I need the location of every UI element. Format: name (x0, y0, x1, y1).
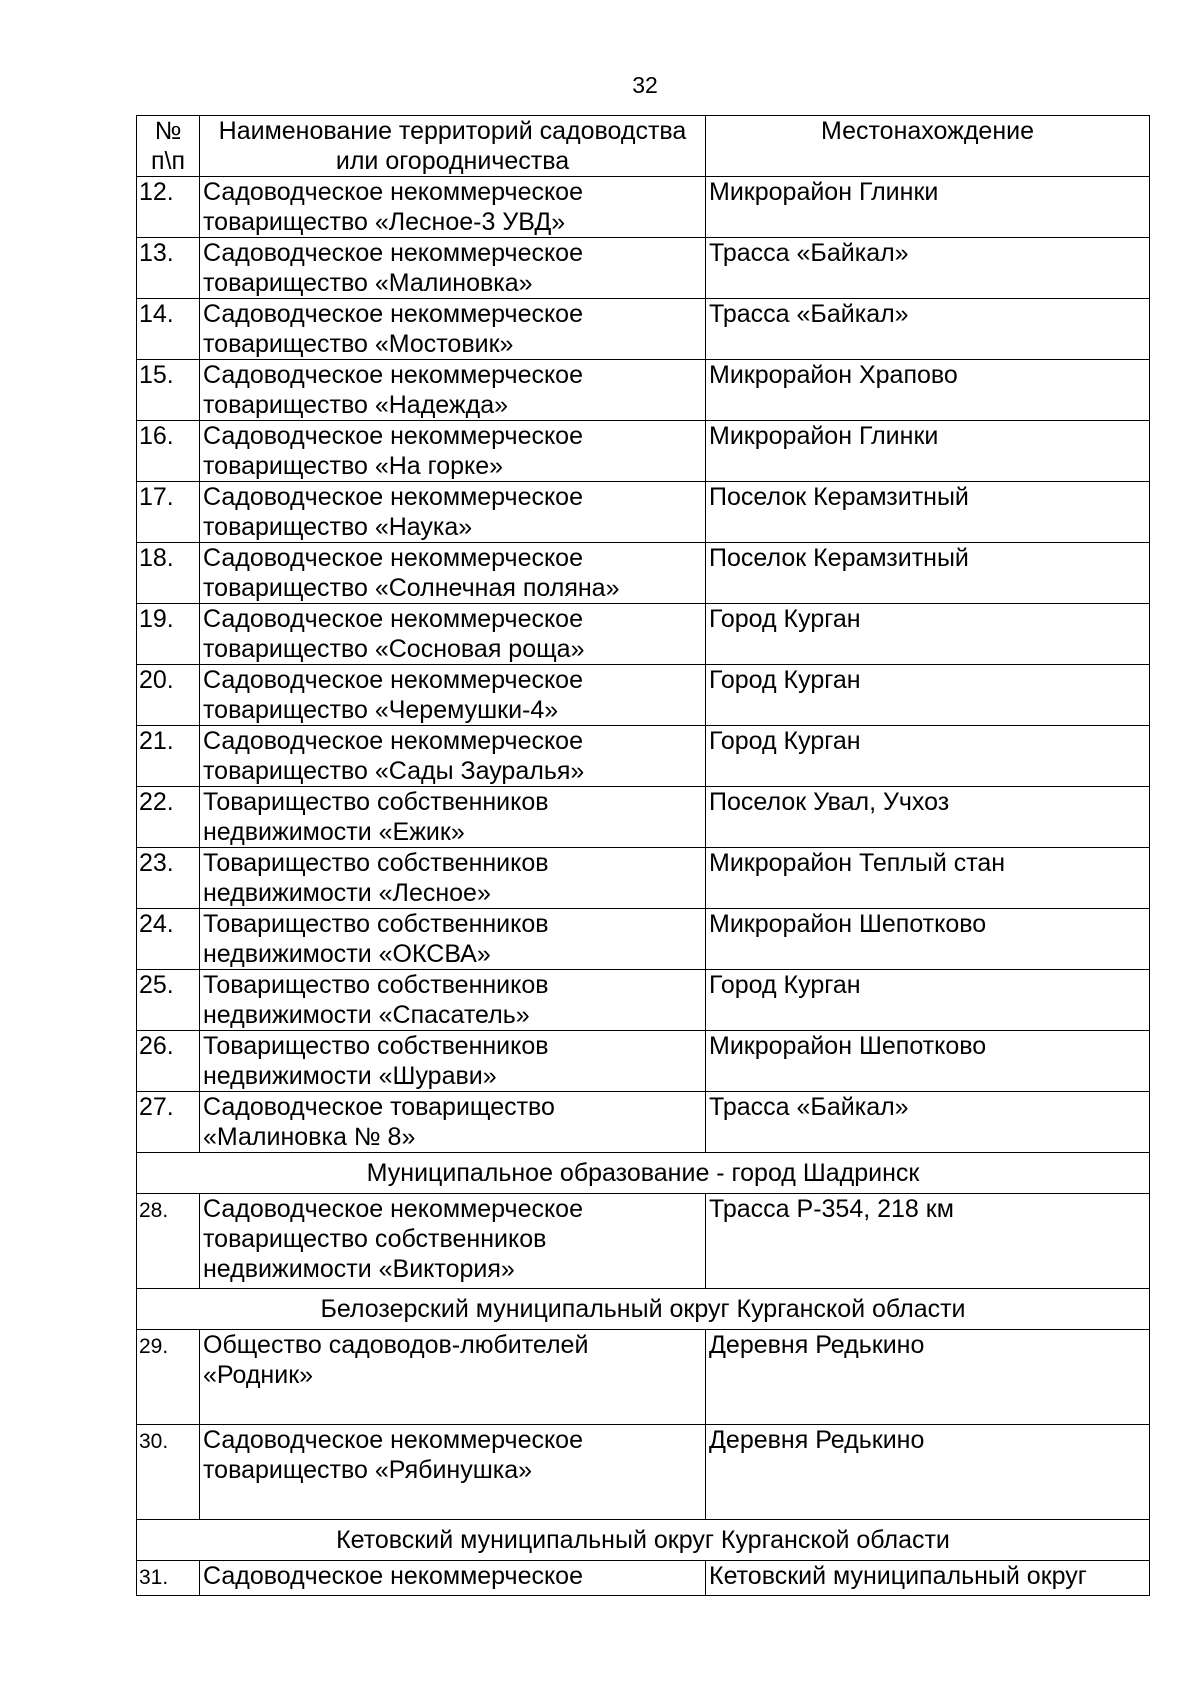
row-name (200, 421, 706, 482)
row-location: Кетовский муниципальный округ (706, 1561, 1150, 1596)
table-row (137, 299, 1150, 360)
table-row (137, 421, 1150, 482)
row-location: Микрорайон Храпово (706, 360, 1150, 421)
row-number: 24. (137, 909, 200, 970)
row-name-line: недвижимости «Шурави» (203, 1062, 497, 1090)
row-number: 17. (137, 482, 200, 543)
row-name (200, 909, 706, 970)
table-row (137, 1330, 1150, 1425)
table-row (137, 238, 1150, 299)
table-row (137, 543, 1150, 604)
row-number: 18. (137, 543, 200, 604)
territories-table (136, 115, 1150, 1596)
row-name (200, 543, 706, 604)
row-name-line: Товарищество собственников (203, 1032, 549, 1060)
section-title: Белозерский муниципальный округ Курганской области (137, 1289, 1150, 1330)
row-location: Трасса «Байкал» (706, 299, 1150, 360)
section-row (137, 1153, 1150, 1194)
row-number: 14. (137, 299, 200, 360)
row-number: 25. (137, 970, 200, 1031)
section-title: Кетовский муниципальный округ Курганской области (137, 1520, 1150, 1561)
row-number: 26. (137, 1031, 200, 1092)
row-number: 15. (137, 360, 200, 421)
table-row (137, 970, 1150, 1031)
row-name-line: товарищество собственников (203, 1225, 547, 1253)
row-number: 22. (137, 787, 200, 848)
row-name-line: товарищество «Рябинушка» (203, 1456, 533, 1484)
row-number: 12. (137, 177, 200, 238)
row-name (200, 1031, 706, 1092)
table-row (137, 1194, 1150, 1289)
row-name (200, 482, 706, 543)
row-location: Город Курган (706, 970, 1150, 1031)
row-name-line: товарищество «Малиновка» (203, 269, 533, 297)
row-name-line: недвижимости «Спасатель» (203, 1001, 530, 1029)
row-number: 20. (137, 665, 200, 726)
header-number (137, 116, 200, 177)
row-number: 13. (137, 238, 200, 299)
header-name-line2: или огородничества (335, 147, 570, 175)
table-row (137, 1092, 1150, 1153)
row-name (200, 665, 706, 726)
row-location: Поселок Керамзитный (706, 482, 1150, 543)
row-name (200, 1092, 706, 1153)
row-name (200, 1194, 706, 1289)
row-location: Деревня Редькино (706, 1425, 1150, 1520)
row-name-line: Садоводческое некоммерческое (203, 239, 583, 267)
row-name-line: товарищество «Лесное-3 УВД» (203, 208, 566, 236)
section-row (137, 1520, 1150, 1561)
row-location: Город Курган (706, 726, 1150, 787)
row-name-line: Садоводческое некоммерческое (203, 1562, 583, 1590)
row-location: Трасса «Байкал» (706, 238, 1150, 299)
row-name (200, 360, 706, 421)
row-name-line: Садоводческое некоммерческое (203, 605, 583, 633)
row-location: Поселок Керамзитный (706, 543, 1150, 604)
table-row (137, 360, 1150, 421)
row-name-line: товарищество «Наука» (203, 513, 473, 541)
row-name-line: Садоводческое товарищество (203, 1093, 555, 1121)
header-number-line2: п\п (150, 147, 186, 175)
header-name-line1: Наименование территорий садоводства (218, 117, 687, 145)
row-name-line: товарищество «Сады Зауралья» (203, 757, 585, 785)
table-row (137, 1561, 1150, 1596)
table-row (137, 482, 1150, 543)
table-row (137, 848, 1150, 909)
row-name-line: товарищество «Черемушки-4» (203, 696, 559, 724)
row-name (200, 970, 706, 1031)
row-name-line: товарищество «Мостовик» (203, 330, 514, 358)
row-name (200, 787, 706, 848)
row-name-line: недвижимости «Виктория» (203, 1255, 515, 1283)
row-name (200, 299, 706, 360)
row-name-line: «Малиновка № 8» (203, 1123, 416, 1151)
row-location: Поселок Увал, Учхоз (706, 787, 1150, 848)
row-name-line: Товарищество собственников (203, 910, 549, 938)
row-number: 16. (137, 421, 200, 482)
row-name-line: Садоводческое некоммерческое (203, 727, 583, 755)
row-name-line: Садоводческое некоммерческое (203, 422, 583, 450)
row-location: Микрорайон Глинки (706, 421, 1150, 482)
row-number: 28. (137, 1194, 200, 1289)
row-name (200, 1330, 706, 1425)
row-number: 23. (137, 848, 200, 909)
row-name (200, 848, 706, 909)
row-name-line: Общество садоводов-любителей (203, 1331, 589, 1359)
row-name-line: недвижимости «Лесное» (203, 879, 491, 907)
row-name (200, 726, 706, 787)
row-name (200, 238, 706, 299)
row-name-line: «Родник» (203, 1361, 314, 1389)
row-number: 30. (137, 1425, 200, 1520)
row-location: Трасса «Байкал» (706, 1092, 1150, 1153)
table-row (137, 1031, 1150, 1092)
row-name-line: Садоводческое некоммерческое (203, 178, 583, 206)
row-name-line: Товарищество собственников (203, 788, 549, 816)
row-name-line: недвижимости «Ежик» (203, 818, 465, 846)
row-name-line: Садоводческое некоммерческое (203, 483, 583, 511)
header-location: Местонахождение (706, 116, 1150, 177)
row-name-line: Садоводческое некоммерческое (203, 666, 583, 694)
row-name-line: товарищество «На горке» (203, 452, 504, 480)
row-number: 29. (137, 1330, 200, 1425)
row-number: 31. (137, 1561, 200, 1596)
table-row (137, 665, 1150, 726)
row-name (200, 604, 706, 665)
row-number: 27. (137, 1092, 200, 1153)
row-location: Микрорайон Глинки (706, 177, 1150, 238)
row-location: Город Курган (706, 665, 1150, 726)
row-name-line: Садоводческое некоммерческое (203, 1195, 583, 1223)
row-name-line: товарищество «Сосновая роща» (203, 635, 585, 663)
header-number-line1: № (154, 117, 182, 145)
page-number: 32 (632, 72, 658, 98)
row-name (200, 1425, 706, 1520)
row-name-line: Товарищество собственников (203, 849, 549, 877)
row-location: Микрорайон Шепотково (706, 1031, 1150, 1092)
row-name-line: Садоводческое некоммерческое (203, 300, 583, 328)
row-name (200, 177, 706, 238)
row-name-line: Садоводческое некоммерческое (203, 361, 583, 389)
row-name (200, 1561, 706, 1596)
section-title: Муниципальное образование - город Шадринск (137, 1153, 1150, 1194)
row-name-line: Садоводческое некоммерческое (203, 1426, 583, 1454)
table-row (137, 1425, 1150, 1520)
section-row (137, 1289, 1150, 1330)
row-name-line: товарищество «Солнечная поляна» (203, 574, 620, 602)
row-location: Микрорайон Теплый стан (706, 848, 1150, 909)
row-name-line: Садоводческое некоммерческое (203, 544, 583, 572)
row-name-line: недвижимости «ОКСВА» (203, 940, 491, 968)
row-location: Город Курган (706, 604, 1150, 665)
row-location: Деревня Редькино (706, 1330, 1150, 1425)
table-row (137, 909, 1150, 970)
table-row (137, 604, 1150, 665)
header-name (200, 116, 706, 177)
row-location: Трасса Р-354, 218 км (706, 1194, 1150, 1289)
table-row (137, 787, 1150, 848)
row-number: 19. (137, 604, 200, 665)
table-body (137, 177, 1150, 1596)
row-location: Микрорайон Шепотково (706, 909, 1150, 970)
row-number: 21. (137, 726, 200, 787)
table-row (137, 726, 1150, 787)
table-row (137, 177, 1150, 238)
row-name-line: товарищество «Надежда» (203, 391, 509, 419)
row-name-line: Товарищество собственников (203, 971, 549, 999)
table-header-row (137, 116, 1150, 177)
